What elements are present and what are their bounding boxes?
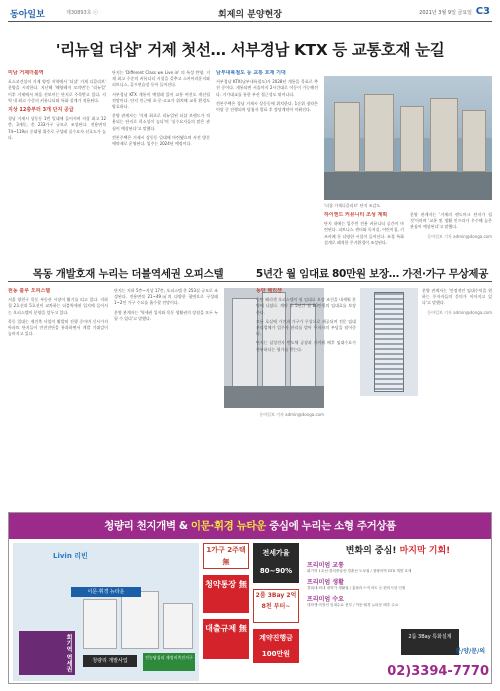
ad-premium-living: 프리미엄 생활: [307, 579, 344, 586]
ad-banner-highlight: 이문·휘경 뉴타운: [190, 520, 266, 532]
page-number: C3: [475, 6, 490, 17]
section3-col2: [422, 288, 492, 500]
ad-inquiry-label: 분/양/문/의: [455, 648, 485, 655]
section-divider: [8, 281, 492, 282]
article1-col1: [8, 70, 106, 278]
ad-right-title: [307, 543, 489, 556]
section2-paragraph: 서울 양천구 목동 부동산 시장이 활기를 띠고 있다. 지하철 2호선과 5호선이 교차하는 더블역세권 입지에 들어서는 오피스텔이 분양을 앞두고 있다.: [8, 297, 108, 315]
ad-banner-text: 청량리 천지개벽 &: [104, 520, 191, 532]
section2-subhead: 원동 블루 오피스텔: [8, 288, 51, 294]
article1-col2: [112, 70, 210, 278]
article1-paragraph: 경남 거제시 상동동 1번 일대에 들어서며 지상 최고 12층, 3개동, 총 233가구 규모로 조성된다. 전용면적 74~119㎡ 중대형 위주로 구성돼 실수요자 선호도가 높다.: [8, 116, 106, 140]
section2-paragraph: 분양 관계자는 '역세권 입지와 목동 생활권의 장점을 모두 누릴 수 있다'고 말했다.: [114, 309, 218, 321]
ad-feature-boxes: [203, 543, 301, 681]
ad-box-rent-ratio: 전세가율 80~90%: [253, 543, 299, 583]
ad-banner: [9, 513, 491, 539]
article1-paragraph: 분양 관계자는 '거제의 랜드마크 단지가 될 것'이라며 '교통 및 생활 인프라가 우수해 높은 관심이 예상된다'고 말했다.: [410, 212, 492, 230]
section3-paragraph: 분양 관계자는 '안정적인 임대수익을 원하는 투자자들의 문의가 이어지고 있다'고 말했다.: [422, 288, 492, 306]
article1-paragraph: 단지는 'Different Class we Live in' 의 특성 반영. 거제 최고 수준의 커뮤니티 시설을 갖추고 스카이라운지와 피트니스, 골프연습장 등이 들어선다.: [112, 70, 210, 88]
ad-box-price: 2룸 3Bay 2억 8천 부터~: [253, 589, 299, 623]
section2-col1: [8, 288, 108, 500]
ad-premium-transport: 프리미엄 교통: [307, 562, 344, 569]
article1-paragraph: 포스코건설이 거제 양정 지역에서 '더샵' 거제 디클리브' 분양을 시작한다. 지난해 '해양레저 모의면'는 '리뉴얼' 이후 거제에서 처음 선보이는 단지로 주목받고 있다. 지역 내 최고 수준의 커뮤니티와 특화 설계가 적용된다.: [8, 79, 106, 103]
section2-headline: 목동 개발호재 누리는 더블역세권 오피스텔: [32, 268, 224, 280]
newspaper-logo: 동아일보: [10, 10, 45, 20]
section3-paragraph: 단지는 삼성전자 반도체 공장과 가까워 배후 임대수요가 풍부하다는 평가를 받는다.: [256, 340, 356, 352]
section3-paragraph: 동탄 헤리센 오피스텔이 월 임대료 보장 조건을 내세워 분양에 나섰다. 계약 후 5년간 월 80만원의 임대료를 보장한다.: [256, 297, 356, 315]
section2-byline: 동아일보 기자 admin@donga.com: [259, 412, 324, 417]
ad-right-panel: [307, 543, 489, 681]
ad-box-no-subscription: 청약통장 無: [203, 575, 249, 613]
section3-subhead: 동탄 헤리센: [256, 288, 282, 294]
section2-paragraph: 단지는 지하 5층~지상 17층, 오피스텔 총 253실 규모로 조성된다. 전용면적 21~49㎡의 다양한 평면으로 구성돼 1~2인 가구 수요를 흡수할 전망이다.: [114, 288, 218, 306]
publish-date: 2021년 3월 9일 금요일: [419, 10, 472, 16]
section3-headline: 5년간 월 임대료 80만원 보장… 가전·가구 무상제공: [255, 268, 489, 280]
article1-subhead-3: 남부내륙철도 등 교통 호재 기대: [216, 70, 286, 76]
ad-premium-living-text: 경희대·외대 대학가 생활권 / 홈플러스·이마트 등 편의시설 인접: [307, 586, 406, 590]
section3-paragraph: 모든 호실에 가전과 가구가 무상으로 제공되며 전문 임대관리업체가 입주자 관리를 맡아 투자자의 부담을 덜어준다.: [256, 318, 356, 337]
ad-layout-tag: 2룸 3Bay 특화설계: [401, 629, 459, 655]
ad-right-title-text: 변화의 중심!: [345, 546, 400, 556]
ad-premium-demand-text: 대학생·직장인 임대수요 풍부 / 이문·휘경 뉴타운 배후 수요: [307, 603, 399, 607]
ad-right-title-highlight: 마지막 기회!: [399, 546, 451, 556]
ad-tower-label: 이문·휘경 뉴타운: [71, 587, 141, 597]
article1-byline: 동아일보 기자 admin@donga.com: [427, 233, 492, 239]
article1-subhead-2: 지상 12층부터 3개 단지 공급: [8, 107, 74, 114]
main-headline: '리뉴얼 더샵' 거제 첫선… 서부경남 KTX 등 교통호재 눈길: [55, 41, 445, 59]
section2-paragraph: 목동 일대는 재건축 사업이 활발히 진행 중이며 신시가지 아파트 단지들이 안전진단을 통과하면서 개발 기대감이 높아지고 있다.: [8, 318, 108, 337]
ad-box-multi-home: 1가구 2주택 無: [203, 543, 249, 569]
section3-byline: 동아일보 기자 admin@donga.com: [427, 309, 492, 315]
heriscen-photo: [360, 288, 418, 396]
article1-paragraph: 견본주택은 거제시 상동동 일대에 마련됐으며 사전 방문예약제로 운영된다. 입주는 2024년 예정이다.: [112, 134, 210, 147]
ad-phone-number: 02)3394-7770: [387, 664, 489, 679]
ad-caption-2: 전농답십리 재정비촉진지구: [143, 653, 195, 671]
article1-paragraph: 분양 관계자는 '거제 최초로 리뉴얼된 더샵 브랜드가 적용되는 단지로 희소성이 높다'며 '실수요자들의 많은 관심이 예상된다'고 말했다.: [112, 113, 210, 131]
ad-premium-transport-text: 회기역 1호선·경의중앙선·경춘선 도보권 / 청량리역 GTX 개발 호재: [307, 569, 412, 573]
ad-box-no-loan-regulation: 대출규제 無: [203, 619, 249, 659]
ad-vertical-label: 회기역 역세권: [19, 631, 75, 675]
section-title: 회제의 분양현장: [218, 10, 282, 20]
livin-logo: Livin 리빈: [53, 552, 88, 560]
issue-number: 제30893호 ⓒ: [66, 10, 99, 16]
article1-col3: [216, 70, 318, 278]
ad-caption-1: 청량리 개발사업: [83, 655, 137, 667]
ad-premium-demand: 프리미엄 수요: [307, 596, 344, 603]
article1-paragraph: 견본주택은 경남 거제시 상동동에 위치한다. 1순위 청약은 이달 중 진행되며 당첨자 발표 후 정당계약이 이뤄진다.: [216, 100, 318, 113]
photo-caption: '더샵 거제디클리브' 단지 조감도: [324, 203, 381, 208]
article1-paragraph: 서부경남 KTX 개통이 예정돼 있어 교통 여건도 개선될 전망이다. 단지 인근에 초·중·고교가 위치해 교육 환경도 양호하다.: [112, 91, 210, 110]
complex-rendering-photo: [324, 76, 492, 200]
ad-visual: [13, 543, 199, 681]
ad-box-deposit: 계약진행금 100만원: [253, 629, 299, 663]
article1-subhead-4: 하이엔드 커뮤니티 조성 계획: [324, 212, 388, 218]
ad-banner-text: 중심에 누리는 소형 주거상품: [265, 520, 396, 532]
article1-subhead-1: 미남 거제더블역: [8, 70, 44, 76]
article1-paragraph: 서부경남 KTX(남부내륙철도)가 2028년 개통을 목표로 추진 중이다. 개통되면 서울까지 2시간대로 이동이 가능해진다. 거가대교를 통한 부산 접근성도 뛰어나다.: [216, 79, 318, 97]
masthead: [8, 4, 492, 22]
section3-col1: [256, 288, 356, 500]
real-estate-ad: [8, 512, 492, 684]
section2-col2: [114, 288, 218, 500]
article1-paragraph: 단지 내에는 입주민 전용 커뮤니티 공간이 마련된다. 피트니스 센터와 독서실, 어린이집, 키즈카페 등 다양한 시설이 들어선다. 조경 특화 설계로 쾌적한 주거환경이 조성된다.: [324, 221, 404, 245]
